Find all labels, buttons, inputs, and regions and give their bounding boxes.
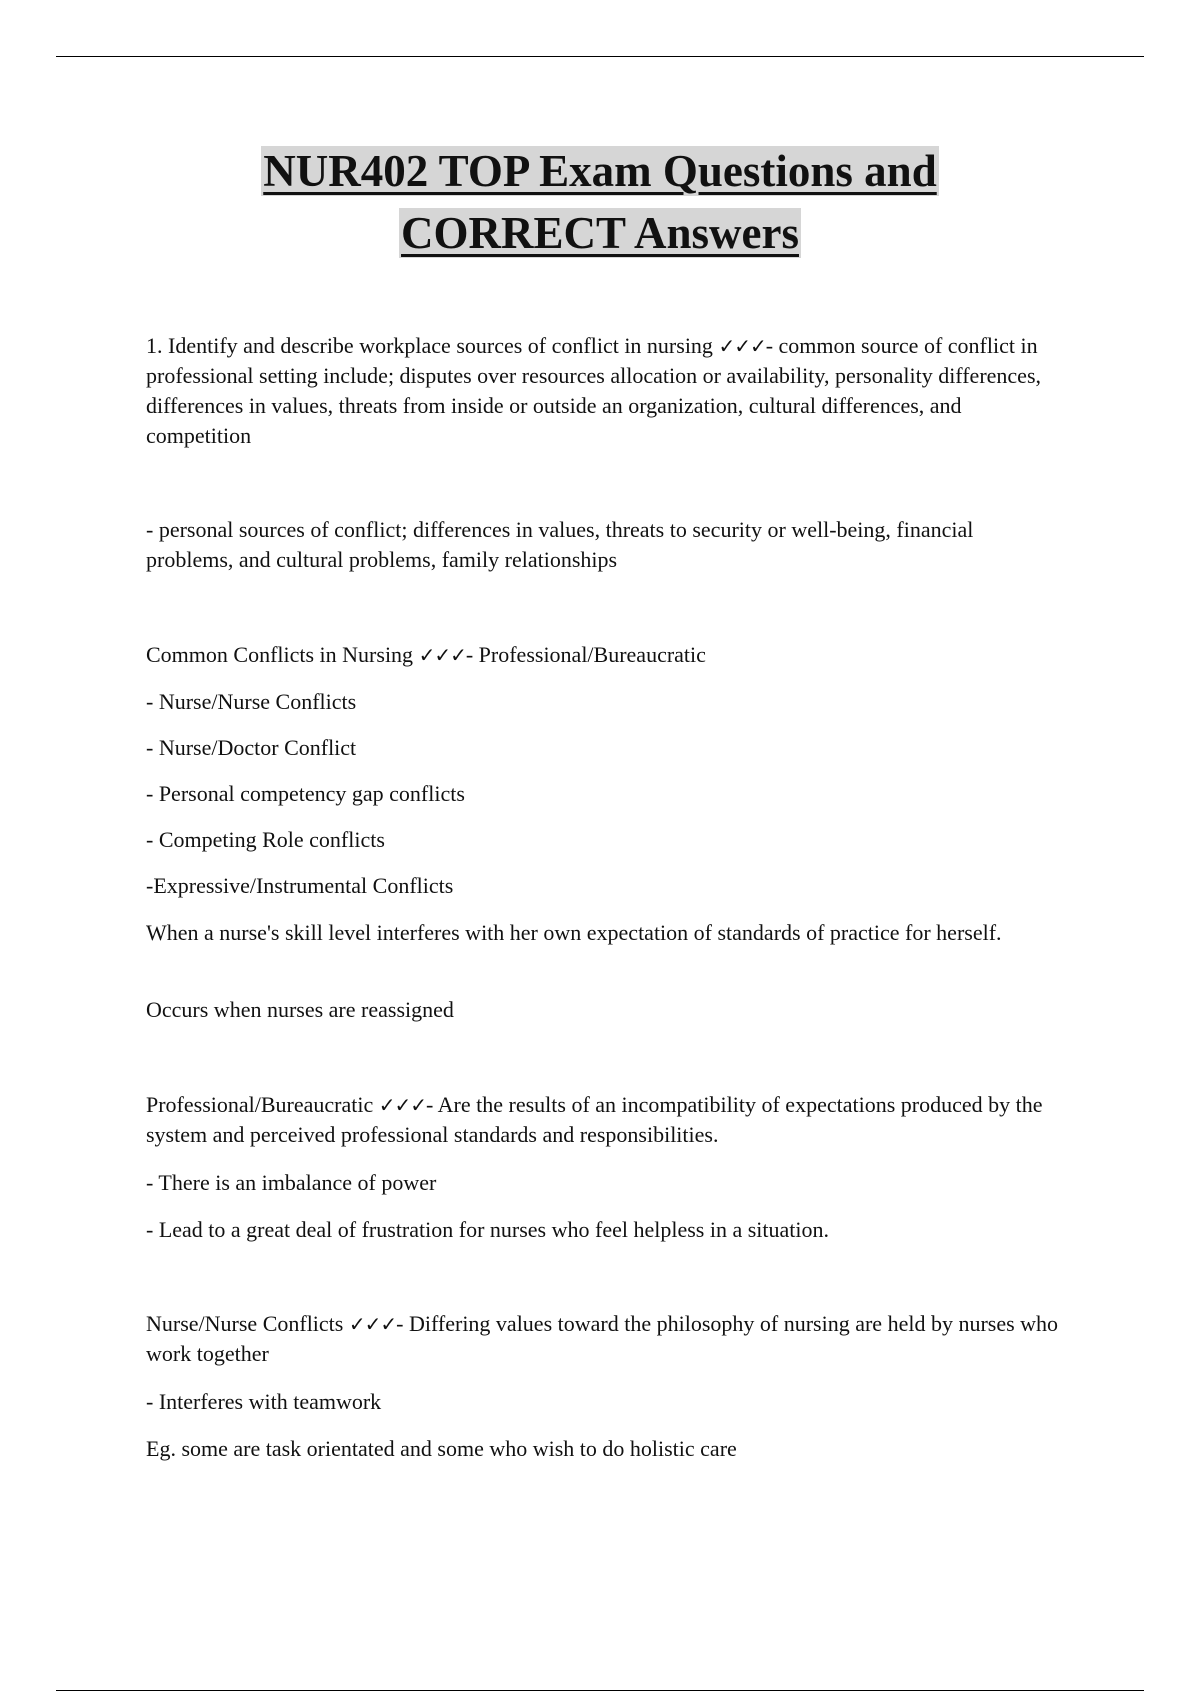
list-item-text: Eg. some are task orientated and some who wish to do holistic care — [146, 1436, 737, 1461]
question-text: Common Conflicts in Nursing — [146, 642, 414, 667]
question-text: Professional/Bureaucratic — [146, 1092, 374, 1117]
list-item — [146, 825, 1066, 855]
list-item-text: - Competing Role conflicts — [146, 827, 385, 852]
check-icon: ✓✓✓ — [418, 643, 466, 667]
answer-text: - Differing values toward the philosophy of nursing are held by nurses who work together — [146, 1311, 1059, 1366]
list-item-text: - Personal competency gap conflicts — [146, 781, 465, 806]
list-item-text: - Lead to a great deal of frustration for nurses who feel helpless in a situation. — [146, 1217, 829, 1242]
list-item-text: -Expressive/Instrumental Conflicts — [146, 873, 454, 898]
answer-text: - Are the results of an incompatibility of expectations produced by the system and perceived professional standards and responsibilities. — [146, 1092, 1043, 1147]
answer-text: - Professional/Bureaucratic — [465, 642, 706, 667]
qa-item-3 — [146, 1090, 1066, 1150]
qa-item-4-text — [146, 1309, 1066, 1369]
list-item — [146, 779, 1066, 809]
check-icon: ✓✓✓ — [348, 1312, 397, 1336]
qa-item-1-text — [146, 331, 1066, 451]
qa-item-2 — [146, 640, 1066, 670]
list-item — [146, 1434, 1066, 1464]
list-item-text: - Interferes with teamwork — [146, 1389, 382, 1414]
footer-rule — [56, 1690, 1144, 1691]
question-text: Nurse/Nurse Conflicts — [146, 1311, 344, 1336]
qa-item-4 — [146, 1309, 1066, 1369]
check-icon: ✓✓✓ — [378, 1093, 427, 1117]
list-item — [146, 1215, 1066, 1245]
list-item-text: - Nurse/Doctor Conflict — [146, 735, 357, 760]
qa-item-1-extra — [146, 515, 1066, 575]
list-item — [146, 1168, 1066, 1198]
question-text: 1. Identify and describe workplace sources of conflict in nursing — [146, 333, 713, 358]
list-item — [146, 1387, 1066, 1417]
title-line-2: CORRECT Answers — [401, 208, 799, 258]
list-item-text: - There is an imbalance of power — [146, 1170, 437, 1195]
header-rule — [56, 56, 1144, 57]
document-title — [0, 140, 1200, 264]
list-item-text: Occurs when nurses are reassigned — [146, 997, 454, 1022]
answer-extra-text: - personal sources of conflict; differences in values, threats to security or well-being, financial problems, and cultural problems, family relationships — [146, 517, 974, 572]
list-item — [146, 918, 1066, 948]
qa-item-2-text — [146, 640, 1066, 670]
check-icon: ✓✓✓ — [718, 334, 766, 358]
qa-item-3-text — [146, 1090, 1066, 1150]
list-item-text: - Nurse/Nurse Conflicts — [146, 689, 357, 714]
list-item-text: When a nurse's skill level interferes with her own expectation of standards of practice for herself. — [146, 920, 1002, 945]
title-line-1: NUR402 TOP Exam Questions and — [263, 146, 937, 196]
list-item — [146, 871, 1066, 901]
answer-text: - common source of conflict in professional setting include; disputes over resources allocation or availability, personality differences, differences in values, threats from inside or outside an organization, cultural differences, and competition — [146, 333, 1042, 448]
list-item — [146, 995, 1066, 1025]
qa-item-1 — [146, 331, 1066, 451]
list-item — [146, 733, 1066, 763]
list-item — [146, 687, 1066, 717]
